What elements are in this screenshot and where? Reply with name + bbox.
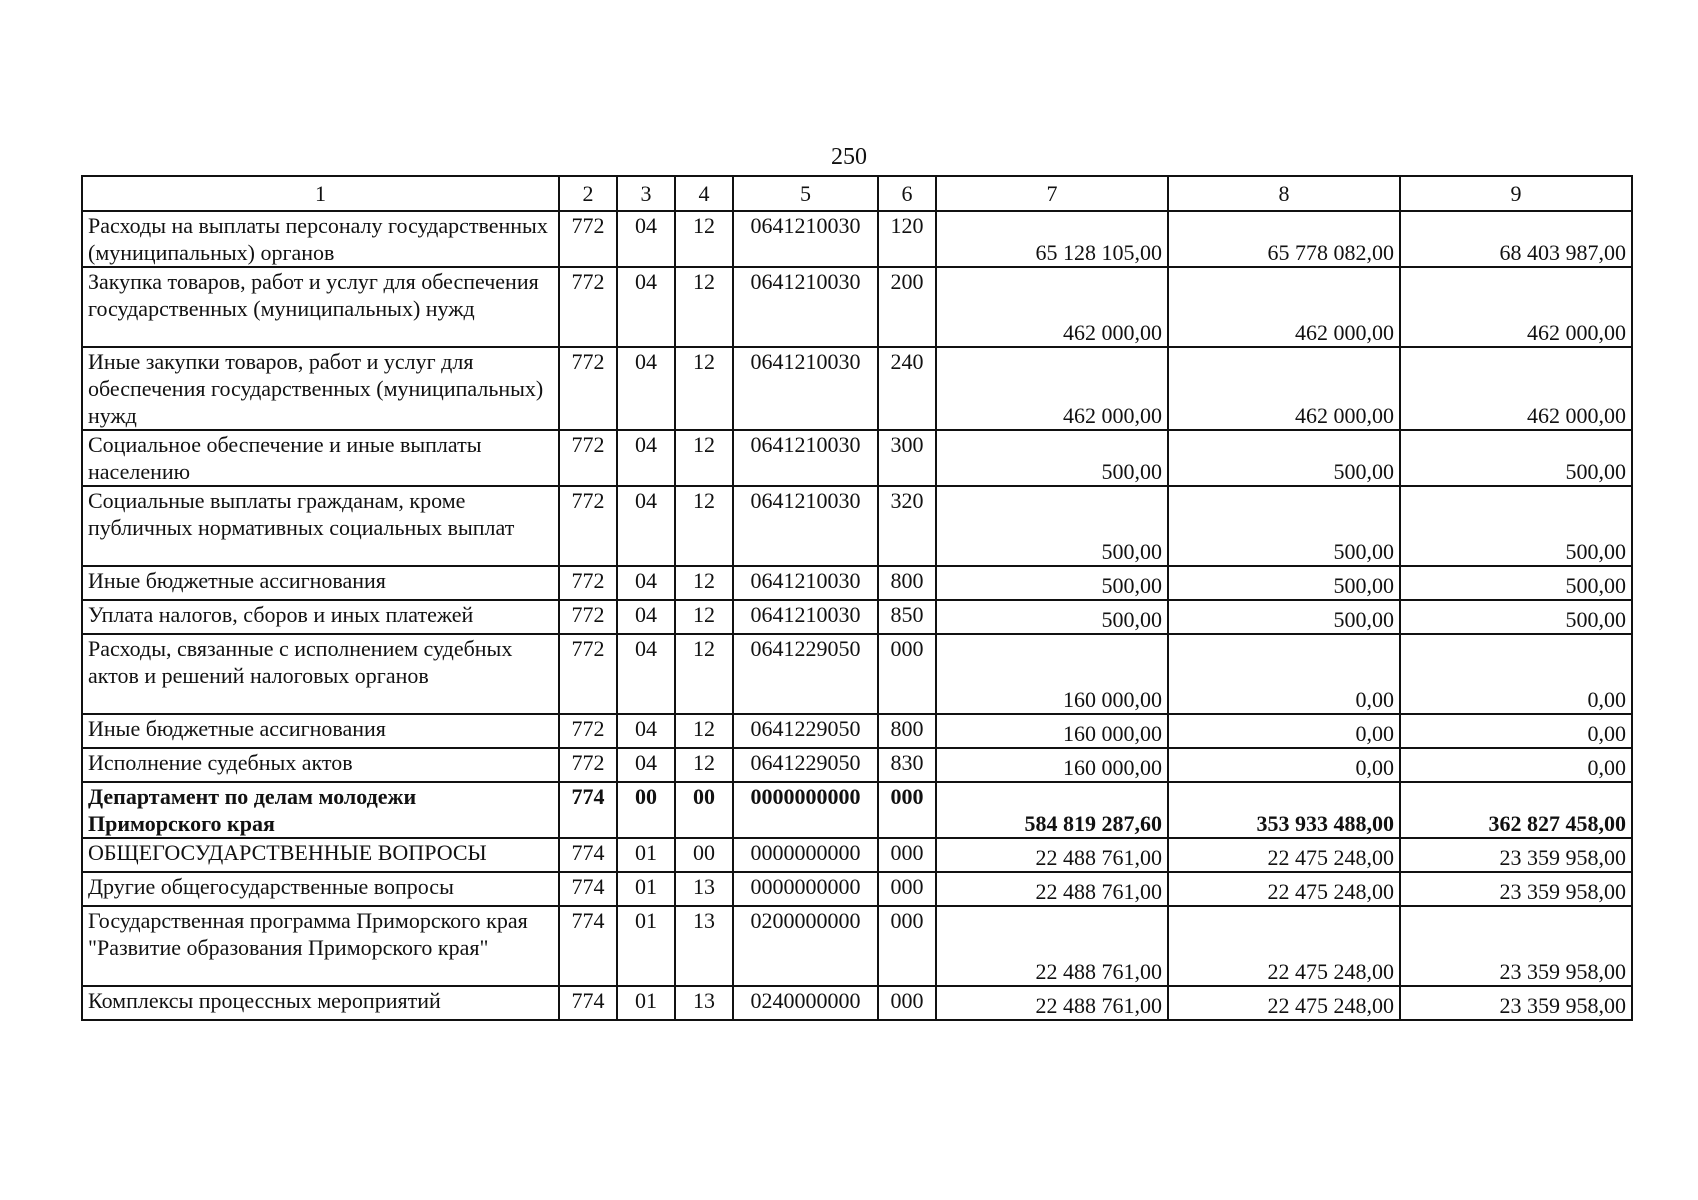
- table-row: [82, 906, 1632, 986]
- code-cell: 04: [617, 430, 675, 486]
- amount-cell: 584 819 287,60: [936, 782, 1168, 838]
- code-cell: 000: [878, 906, 936, 986]
- code-cell: 774: [559, 906, 617, 986]
- amount-cell: 500,00: [1400, 600, 1632, 634]
- amount-cell: 22 488 761,00: [936, 872, 1168, 906]
- code-cell: 772: [559, 566, 617, 600]
- code-cell: 0641210030: [733, 347, 878, 430]
- code-cell: 774: [559, 872, 617, 906]
- code-cell: 13: [675, 872, 733, 906]
- row-name: Социальное обеспечение и иные выплаты населению: [82, 430, 559, 486]
- amount-cell: 160 000,00: [936, 714, 1168, 748]
- amount-cell: 462 000,00: [1168, 347, 1400, 430]
- code-cell: 04: [617, 748, 675, 782]
- table-row: [82, 566, 1632, 600]
- row-name: Закупка товаров, работ и услуг для обеспечения государственных (муниципальных) нужд: [82, 267, 559, 347]
- code-cell: 01: [617, 986, 675, 1020]
- amount-cell: 462 000,00: [1400, 347, 1632, 430]
- amount-cell: 22 488 761,00: [936, 986, 1168, 1020]
- table-row: [82, 748, 1632, 782]
- amount-cell: 500,00: [936, 566, 1168, 600]
- code-cell: 04: [617, 634, 675, 714]
- row-name: Департамент по делам молодежи Приморского края: [82, 782, 559, 838]
- amount-cell: 500,00: [936, 430, 1168, 486]
- row-name: Комплексы процессных мероприятий: [82, 986, 559, 1020]
- table-row: [82, 714, 1632, 748]
- code-cell: 800: [878, 566, 936, 600]
- amount-cell: 462 000,00: [1400, 267, 1632, 347]
- code-cell: 12: [675, 430, 733, 486]
- amount-cell: 0,00: [1400, 634, 1632, 714]
- row-name: Социальные выплаты гражданам, кроме публичных нормативных социальных выплат: [82, 486, 559, 566]
- code-cell: 12: [675, 634, 733, 714]
- header-cell: 8: [1168, 176, 1400, 211]
- amount-cell: 353 933 488,00: [1168, 782, 1400, 838]
- header-cell: 1: [82, 176, 559, 211]
- code-cell: 0240000000: [733, 986, 878, 1020]
- code-cell: 772: [559, 634, 617, 714]
- row-name: Уплата налогов, сборов и иных платежей: [82, 600, 559, 634]
- code-cell: 850: [878, 600, 936, 634]
- code-cell: 772: [559, 211, 617, 267]
- amount-cell: 23 359 958,00: [1400, 906, 1632, 986]
- code-cell: 0641210030: [733, 566, 878, 600]
- amount-cell: 500,00: [1400, 566, 1632, 600]
- amount-cell: 500,00: [936, 600, 1168, 634]
- code-cell: 12: [675, 714, 733, 748]
- header-cell: 9: [1400, 176, 1632, 211]
- table-row: [82, 430, 1632, 486]
- code-cell: 0641229050: [733, 634, 878, 714]
- table-row: [82, 211, 1632, 267]
- amount-cell: 0,00: [1400, 748, 1632, 782]
- amount-cell: 500,00: [1168, 566, 1400, 600]
- amount-cell: 22 475 248,00: [1168, 986, 1400, 1020]
- table-row: [82, 347, 1632, 430]
- row-name: Другие общегосударственные вопросы: [82, 872, 559, 906]
- table-row: [82, 600, 1632, 634]
- amount-cell: 22 475 248,00: [1168, 838, 1400, 872]
- code-cell: 13: [675, 986, 733, 1020]
- budget-table: [81, 175, 1633, 1021]
- amount-cell: 68 403 987,00: [1400, 211, 1632, 267]
- code-cell: 774: [559, 782, 617, 838]
- code-cell: 01: [617, 872, 675, 906]
- code-cell: 830: [878, 748, 936, 782]
- amount-cell: 462 000,00: [1168, 267, 1400, 347]
- code-cell: 12: [675, 347, 733, 430]
- row-name: ОБЩЕГОСУДАРСТВЕННЫЕ ВОПРОСЫ: [82, 838, 559, 872]
- amount-cell: 23 359 958,00: [1400, 986, 1632, 1020]
- row-name: Иные бюджетные ассигнования: [82, 566, 559, 600]
- code-cell: 000: [878, 838, 936, 872]
- amount-cell: 22 475 248,00: [1168, 872, 1400, 906]
- amount-cell: 0,00: [1400, 714, 1632, 748]
- header-cell: 3: [617, 176, 675, 211]
- row-name: Иные закупки товаров, работ и услуг для обеспечения государственных (муниципальных) нужд: [82, 347, 559, 430]
- code-cell: 772: [559, 347, 617, 430]
- header-row: [82, 176, 1632, 211]
- code-cell: 0641210030: [733, 430, 878, 486]
- table-row: [82, 486, 1632, 566]
- code-cell: 04: [617, 600, 675, 634]
- code-cell: 04: [617, 714, 675, 748]
- table-row: [82, 782, 1632, 838]
- code-cell: 00: [675, 838, 733, 872]
- amount-cell: 65 778 082,00: [1168, 211, 1400, 267]
- code-cell: 12: [675, 566, 733, 600]
- table-row: [82, 838, 1632, 872]
- code-cell: 12: [675, 211, 733, 267]
- table-row: [82, 872, 1632, 906]
- amount-cell: 0,00: [1168, 634, 1400, 714]
- code-cell: 800: [878, 714, 936, 748]
- header-cell: 7: [936, 176, 1168, 211]
- amount-cell: 160 000,00: [936, 748, 1168, 782]
- code-cell: 04: [617, 566, 675, 600]
- code-cell: 000: [878, 872, 936, 906]
- code-cell: 120: [878, 211, 936, 267]
- code-cell: 00: [675, 782, 733, 838]
- amount-cell: 500,00: [1400, 430, 1632, 486]
- code-cell: 04: [617, 267, 675, 347]
- code-cell: 12: [675, 748, 733, 782]
- row-name: Государственная программа Приморского края "Развитие образования Приморского края": [82, 906, 559, 986]
- code-cell: 04: [617, 347, 675, 430]
- code-cell: 772: [559, 714, 617, 748]
- header-cell: 5: [733, 176, 878, 211]
- amount-cell: 500,00: [936, 486, 1168, 566]
- code-cell: 13: [675, 906, 733, 986]
- code-cell: 0641229050: [733, 748, 878, 782]
- code-cell: 774: [559, 838, 617, 872]
- code-cell: 04: [617, 211, 675, 267]
- code-cell: 0641210030: [733, 211, 878, 267]
- amount-cell: 462 000,00: [936, 267, 1168, 347]
- amount-cell: 0,00: [1168, 714, 1400, 748]
- amount-cell: 23 359 958,00: [1400, 872, 1632, 906]
- code-cell: 0200000000: [733, 906, 878, 986]
- code-cell: 0641210030: [733, 600, 878, 634]
- code-cell: 0641229050: [733, 714, 878, 748]
- code-cell: 000: [878, 634, 936, 714]
- code-cell: 12: [675, 600, 733, 634]
- amount-cell: 462 000,00: [936, 347, 1168, 430]
- row-name: Исполнение судебных актов: [82, 748, 559, 782]
- row-name: Расходы на выплаты персоналу государственных (муниципальных) органов: [82, 211, 559, 267]
- amount-cell: 65 128 105,00: [936, 211, 1168, 267]
- code-cell: 01: [617, 838, 675, 872]
- amount-cell: 500,00: [1168, 600, 1400, 634]
- header-cell: 6: [878, 176, 936, 211]
- code-cell: 772: [559, 600, 617, 634]
- code-cell: 240: [878, 347, 936, 430]
- header-cell: 4: [675, 176, 733, 211]
- table-row: [82, 634, 1632, 714]
- code-cell: 0000000000: [733, 872, 878, 906]
- code-cell: 772: [559, 748, 617, 782]
- amount-cell: 23 359 958,00: [1400, 838, 1632, 872]
- table-row: [82, 986, 1632, 1020]
- code-cell: 0641210030: [733, 486, 878, 566]
- amount-cell: 22 475 248,00: [1168, 906, 1400, 986]
- amount-cell: 500,00: [1168, 486, 1400, 566]
- code-cell: 200: [878, 267, 936, 347]
- row-name: Иные бюджетные ассигнования: [82, 714, 559, 748]
- code-cell: 0000000000: [733, 782, 878, 838]
- amount-cell: 22 488 761,00: [936, 906, 1168, 986]
- code-cell: 300: [878, 430, 936, 486]
- code-cell: 000: [878, 986, 936, 1020]
- code-cell: 12: [675, 267, 733, 347]
- code-cell: 00: [617, 782, 675, 838]
- code-cell: 12: [675, 486, 733, 566]
- amount-cell: 500,00: [1400, 486, 1632, 566]
- code-cell: 774: [559, 986, 617, 1020]
- page-number: 250: [831, 144, 867, 170]
- code-cell: 0641210030: [733, 267, 878, 347]
- code-cell: 772: [559, 267, 617, 347]
- code-cell: 772: [559, 486, 617, 566]
- code-cell: 04: [617, 486, 675, 566]
- code-cell: 01: [617, 906, 675, 986]
- code-cell: 0000000000: [733, 838, 878, 872]
- amount-cell: 0,00: [1168, 748, 1400, 782]
- code-cell: 000: [878, 782, 936, 838]
- amount-cell: 362 827 458,00: [1400, 782, 1632, 838]
- table-row: [82, 267, 1632, 347]
- header-cell: 2: [559, 176, 617, 211]
- code-cell: 320: [878, 486, 936, 566]
- code-cell: 772: [559, 430, 617, 486]
- amount-cell: 22 488 761,00: [936, 838, 1168, 872]
- row-name: Расходы, связанные с исполнением судебных актов и решений налоговых органов: [82, 634, 559, 714]
- amount-cell: 500,00: [1168, 430, 1400, 486]
- amount-cell: 160 000,00: [936, 634, 1168, 714]
